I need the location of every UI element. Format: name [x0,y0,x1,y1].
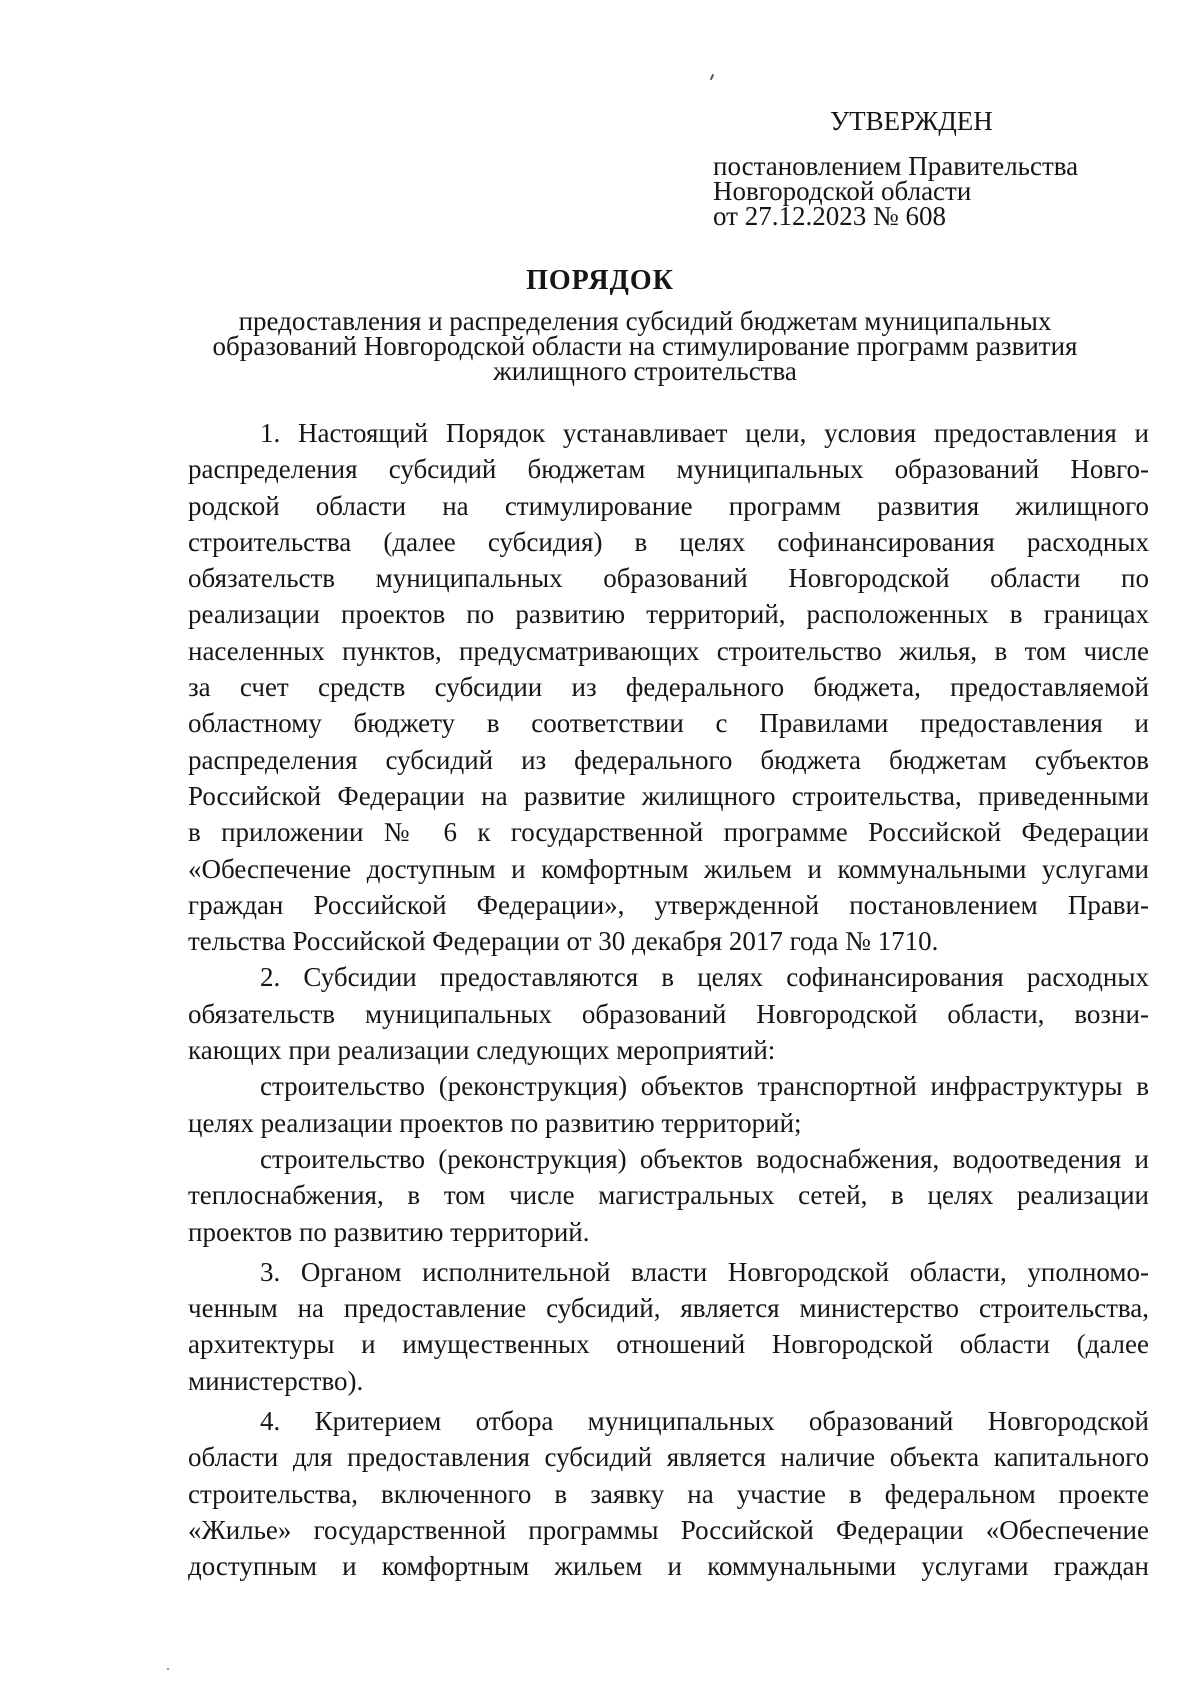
text-line: граждан Российской Федерации», утвержденной постановлением Прави- [188,889,1149,920]
text-line: строительства (далее субсидия) в целях софинансирования расходных [188,526,1149,557]
text-line: населенных пунктов, предусматривающих строительство жилья, в том числе [188,635,1149,666]
approval-line: постановлением Правительства [713,151,1079,181]
text-line: за счет средств субсидии из федерального бюджета, предоставляемой [188,672,1149,703]
text-line: теплоснабжения, в том числе магистральных сетей, в целях реализации [188,1180,1149,1211]
scan-speck [167,1668,169,1670]
text-line: кающих при реализации следующих мероприятий: [188,1035,776,1066]
text-line: тельства Российской Федерации от 30 декабря 2017 года № 1710. [188,926,939,957]
text-line: доступным и комфортным жильем и коммунальными услугами граждан [188,1551,1149,1582]
text-line: Российской Федерации на развитие жилищного строительства, приведенными [188,780,1149,811]
document-title: ПОРЯДОК [526,265,674,296]
text-line: обязательств муниципальных образований Новгородской области по [188,563,1149,594]
text-line: 4. Критерием отбора муниципальных образований Новгородской [260,1406,1149,1437]
text-line: строительства, включенного в заявку на участие в федеральном проекте [188,1478,1149,1509]
approval-line: от 27.12.2023 № 608 [713,201,946,231]
text-line: 3. Органом исполнительной власти Новгородской области, уполномо- [260,1256,1149,1287]
subtitle-line: образований Новгородской области на стимулирование программ развития [212,331,1078,361]
text-line: ченным на предоставление субсидий, является министерство строительства, [188,1293,1149,1324]
text-line: распределения субсидий из федерального бюджета бюджетам субъектов [188,744,1149,775]
approval-line: Новгородской области [713,176,972,206]
text-line: министерство). [188,1365,364,1396]
subtitle-line: предоставления и распределения субсидий бюджетам муниципальных [238,306,1052,336]
text-line: в приложении № 6 к государственной программе Российской Федерации [188,817,1149,848]
paragraph-2-item-2 [188,1141,1149,1250]
text-line: строительство (реконструкция) объектов транспортной инфраструктуры в [260,1071,1149,1102]
text-line: обязательств муниципальных образований Новгородской области, возни- [188,998,1149,1029]
text-line: родской области на стимулирование программ развития жилищного [188,490,1149,521]
text-line: реализации проектов по развитию территорий, расположенных в границах [188,599,1149,630]
text-line: 2. Субсидии предоставляются в целях софинансирования расходных [260,962,1149,993]
text-line: архитектуры и имущественных отношений Новгородской области (далее [188,1329,1149,1360]
text-line: 1. Настоящий Порядок устанавливает цели, условия предоставления и [260,418,1149,448]
text-line: области для предоставления субсидий является наличие объекта капитального [188,1442,1149,1473]
scan-speck [710,74,714,80]
text-line: «Обеспечение доступным и комфортным жильем и коммунальными услугами [188,853,1149,884]
subtitle-line: жилищного строительства [493,356,797,386]
approval-stamp: УТВЕРЖДЕН [830,106,993,136]
document-body [188,415,1149,1585]
text-line: проектов по развитию территорий. [188,1216,590,1247]
text-line: распределения субсидий бюджетам муниципальных образований Новго- [188,454,1149,485]
paragraph-3 [188,1254,1149,1399]
paragraph-4 [188,1403,1149,1584]
document-subtitle [150,306,1140,386]
paragraph-2 [188,959,1149,1068]
approval-block [713,108,1153,229]
text-line: областному бюджету в соответствии с Правилами предоставления и [188,708,1149,739]
paragraph-1 [188,415,1149,959]
text-line: «Жилье» государственной программы Российской Федерации «Обеспечение [188,1514,1149,1545]
paragraph-2-item-1 [188,1068,1149,1141]
text-line: целях реализации проектов по развитию территорий; [188,1107,802,1138]
text-line: строительство (реконструкция) объектов водоснабжения, водоотведения и [260,1143,1149,1174]
